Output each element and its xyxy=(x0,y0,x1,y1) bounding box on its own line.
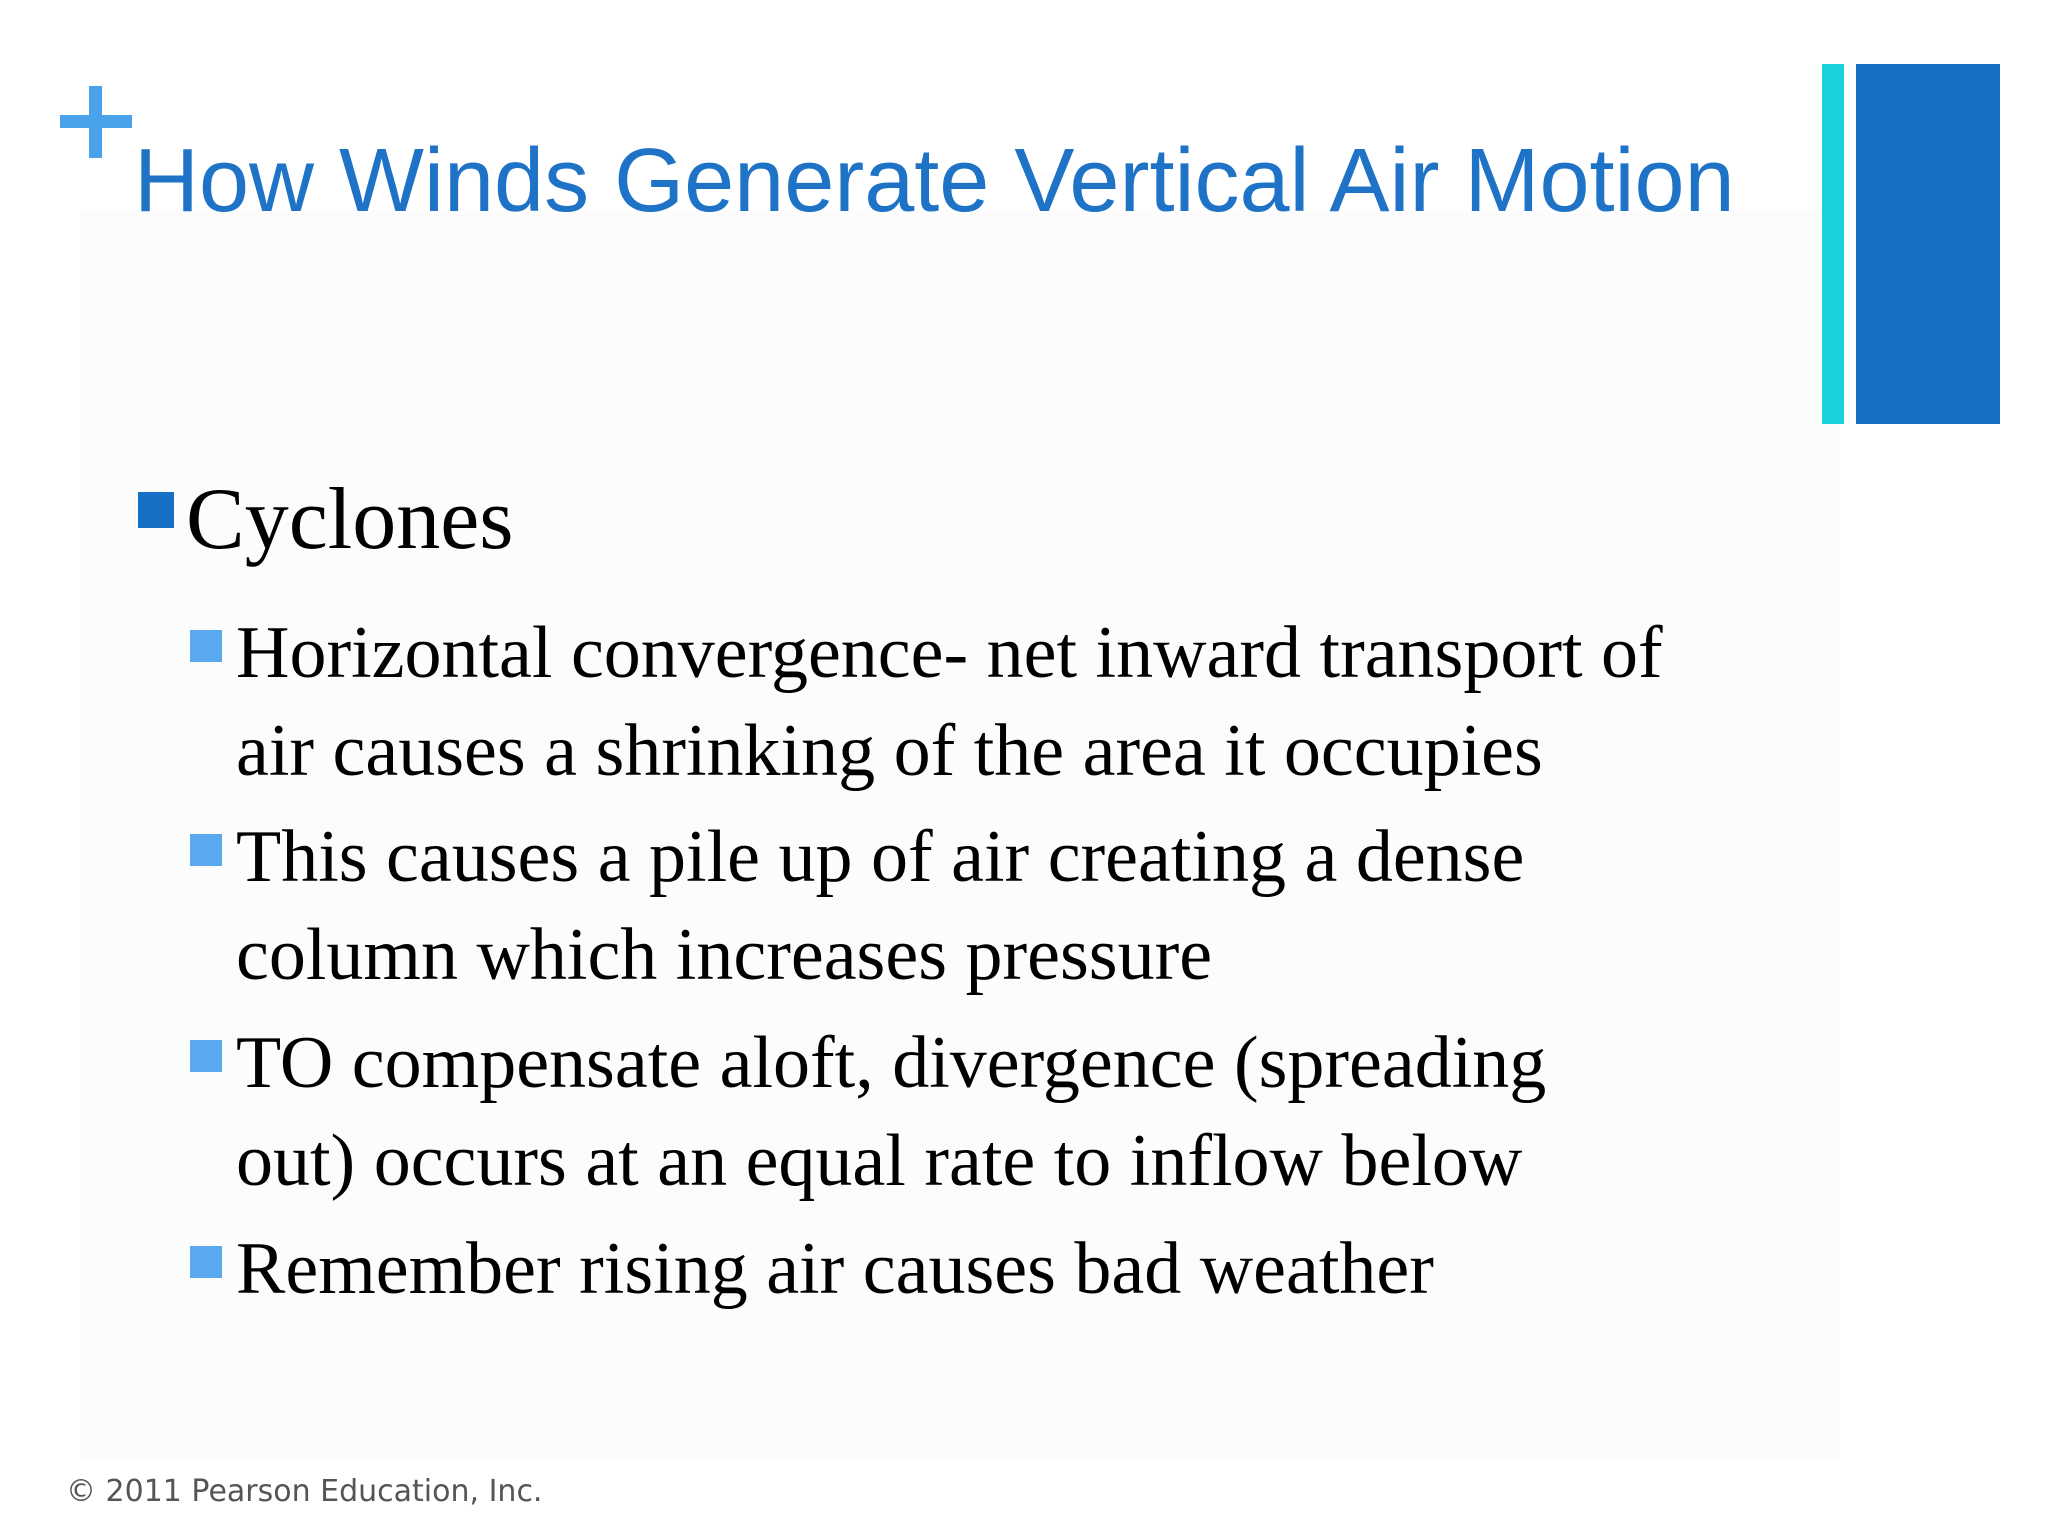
sub-bullet-4 xyxy=(190,1220,1830,1320)
square-bullet-icon xyxy=(190,630,222,662)
sub-bullet-line: Remember rising air causes bad weather xyxy=(236,1228,1434,1310)
sub-bullet-line: air causes a shrinking of the area it occupies xyxy=(236,710,1543,792)
accent-bar-thin xyxy=(1822,64,1844,424)
bullet-text: Cyclones xyxy=(186,471,514,568)
sub-bullet-line: column which increases pressure xyxy=(236,914,1213,996)
square-bullet-icon xyxy=(190,1040,222,1072)
plus-icon xyxy=(60,86,132,158)
square-bullet-icon xyxy=(190,1246,222,1278)
slide-title: How Winds Generate Vertical Air Motion xyxy=(134,131,1735,231)
sub-bullet-line: out) occurs at an equal rate to inflow below xyxy=(236,1120,1523,1202)
sub-bullet-line: TO compensate aloft, divergence (spreading xyxy=(236,1022,1547,1104)
sub-bullet-line: This causes a pile up of air creating a dense xyxy=(236,816,1525,898)
square-bullet-icon xyxy=(190,834,222,866)
copyright-notice: © 2011 Pearson Education, Inc. xyxy=(66,1474,543,1509)
sub-bullet-line: Horizontal convergence- net inward transport of xyxy=(236,612,1663,694)
sub-bullet-1 xyxy=(190,604,1830,804)
sub-bullet-2 xyxy=(190,808,1830,1008)
accent-bar-thick xyxy=(1856,64,2000,424)
sub-bullet-3 xyxy=(190,1014,1830,1214)
square-bullet-icon xyxy=(138,492,174,528)
